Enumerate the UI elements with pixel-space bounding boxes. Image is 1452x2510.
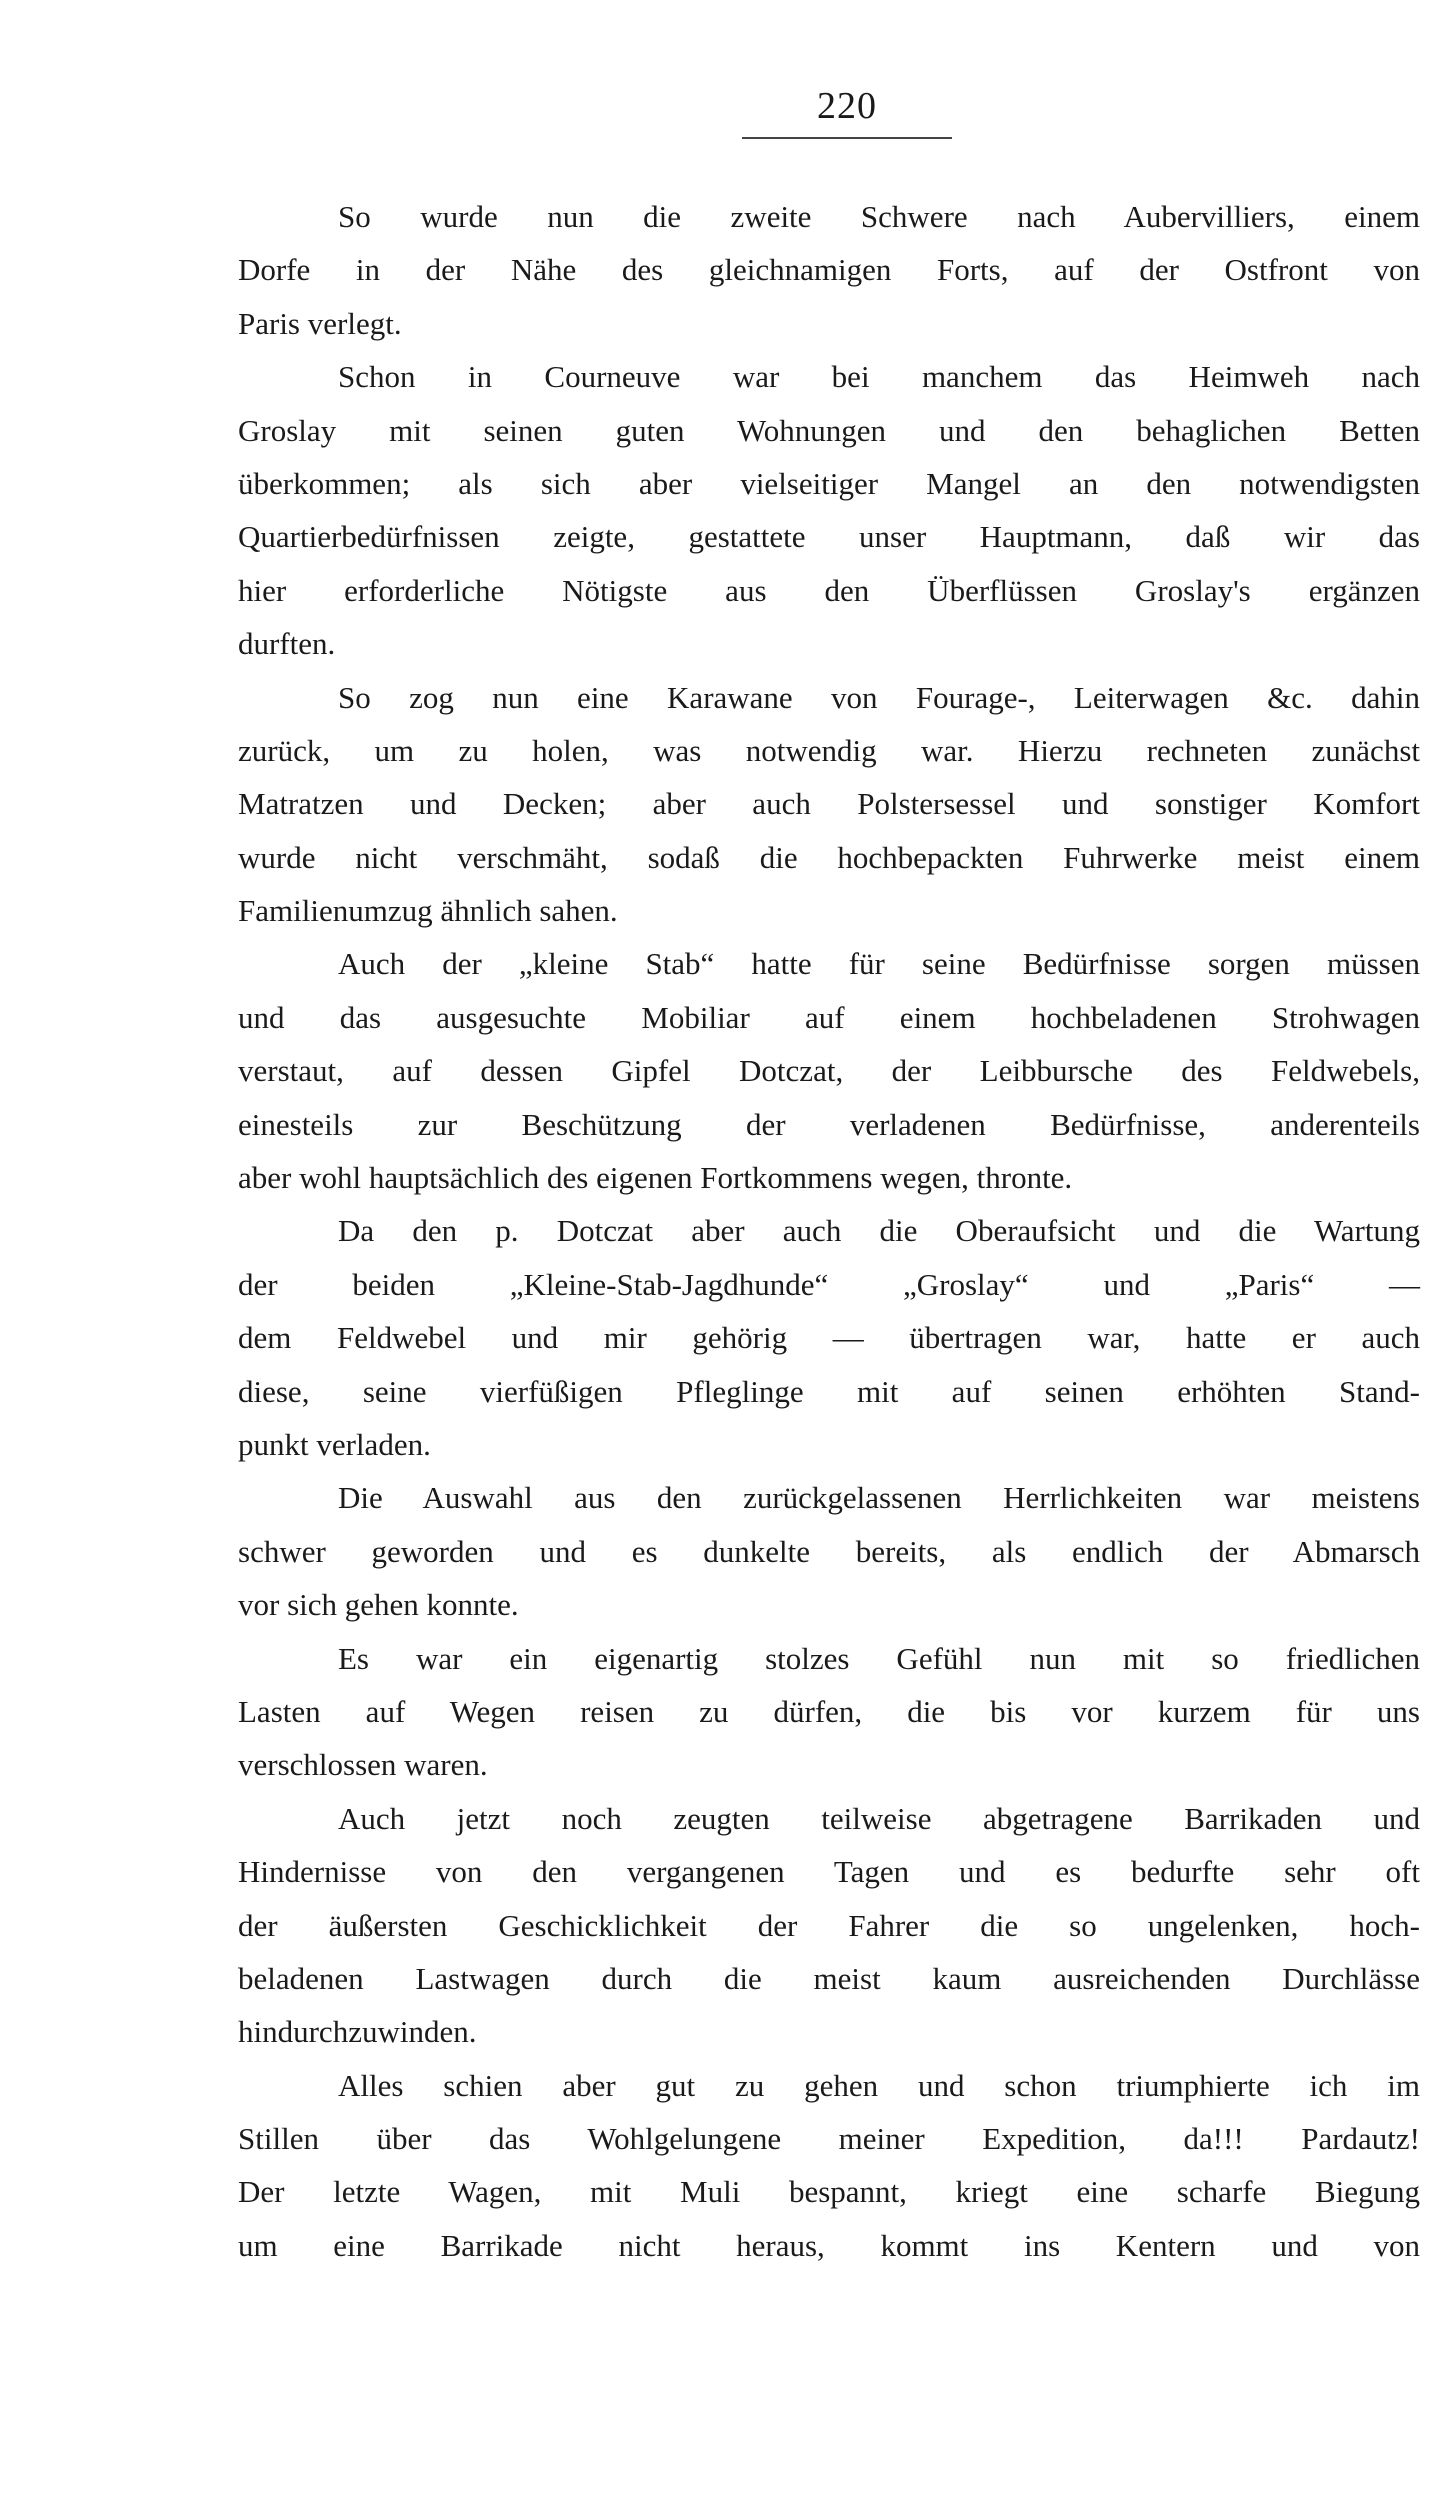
text-line: hindurchzuwinden. [238, 2014, 477, 2050]
text-line: und das ausgesuchte Mobiliar auf einem hochbeladenen Strohwagen [238, 999, 1420, 1035]
text-line: dem Feldwebel und mir gehörig — übertragen war, hatte er auch [238, 1320, 1420, 1356]
paragraph [238, 2059, 1420, 2273]
paragraph [238, 190, 1420, 350]
text-line: um eine Barrikade nicht heraus, kommt ins Kentern und von [238, 2227, 1420, 2263]
text-line: Schon in Courneuve war bei manchem das Heimweh nach [338, 359, 1420, 395]
text-line: Dorfe in der Nähe des gleichnamigen Forts, auf der Ostfront von [238, 252, 1420, 288]
text-line: Groslay mit seinen guten Wohnungen und den behaglichen Betten [238, 412, 1420, 448]
text-line: Paris verlegt. [238, 305, 402, 341]
text-line: vor sich gehen konnte. [238, 1587, 519, 1623]
text-line: beladenen Lastwagen durch die meist kaum ausreichenden Durchlässe [238, 1960, 1420, 1996]
text-line: Auch jetzt noch zeugten teilweise abgetragene Barrikaden und [338, 1800, 1420, 1836]
text-line: Der letzte Wagen, mit Muli bespannt, kriegt eine scharfe Biegung [238, 2174, 1420, 2210]
text-line: Auch der „kleine Stab“ hatte für seine Bedürfnisse sorgen müssen [338, 946, 1420, 982]
body-text [238, 190, 1420, 2272]
text-line: hier erforderliche Nötigste aus den Überflüssen Groslay's ergänzen [238, 572, 1420, 608]
paragraph [238, 1792, 1420, 2059]
text-line: schwer geworden und es dunkelte bereits, als endlich der Abmarsch [238, 1533, 1420, 1569]
text-line: Stillen über das Wohlgelungene meiner Expedition, da!!! Pardautz! [238, 2121, 1420, 2157]
text-line: Die Auswahl aus den zurückgelassenen Herrlichkeiten war meistens [338, 1480, 1420, 1516]
text-line: So zog nun eine Karawane von Fourage-, Leiterwagen &c. dahin [338, 679, 1420, 715]
text-line: Hindernisse von den vergangenen Tagen und es bedurfte sehr oft [238, 1854, 1420, 1890]
text-line: verstaut, auf dessen Gipfel Dotczat, der Leibbursche des Feldwebels, [238, 1053, 1420, 1089]
text-line: So wurde nun die zweite Schwere nach Aubervilliers, einem [338, 199, 1420, 234]
page-number: 220 [817, 85, 877, 127]
text-line: verschlossen waren. [238, 1747, 488, 1783]
text-line: wurde nicht verschmäht, sodaß die hochbepackten Fuhrwerke meist einem [238, 839, 1420, 875]
text-line: überkommen; als sich aber vielseitiger Mangel an den notwendigsten [238, 465, 1420, 501]
paragraph [238, 1632, 1420, 1792]
paragraph [238, 671, 1420, 938]
text-line: aber wohl hauptsächlich des eigenen Fortkommens wegen, thronte. [238, 1160, 1073, 1196]
paragraph [238, 1204, 1420, 1471]
text-line: Alles schien aber gut zu gehen und schon triumphierte ich im [338, 2067, 1420, 2103]
text-line: der beiden „Kleine-Stab-Jagdhunde“ „Groslay“ und „Paris“ — [238, 1266, 1420, 1302]
text-line: Es war ein eigenartig stolzes Gefühl nun mit so friedlichen [338, 1640, 1420, 1676]
text-line: durften. [238, 626, 336, 662]
text-line: Quartierbedürfnissen zeigte, gestattete unser Hauptmann, daß wir das [238, 519, 1420, 555]
text-line: punkt verladen. [238, 1426, 431, 1462]
paragraph [238, 937, 1420, 1204]
text-line: Lasten auf Wegen reisen zu dürfen, die bis vor kurzem für uns [238, 1693, 1420, 1729]
text-line: Da den p. Dotczat aber auch die Oberaufsicht und die Wartung [338, 1213, 1420, 1249]
text-line: diese, seine vierfüßigen Pfleglinge mit auf seinen erhöhten Stand- [238, 1373, 1420, 1409]
text-line: Matratzen und Decken; aber auch Polstersessel und sonstiger Komfort [238, 786, 1420, 822]
paragraph [238, 1471, 1420, 1631]
paragraph [238, 350, 1420, 670]
text-line: zurück, um zu holen, was notwendig war. Hierzu rechneten zunächst [238, 732, 1420, 768]
text-line: einesteils zur Beschützung der verladenen Bedürfnisse, anderenteils [238, 1106, 1420, 1142]
text-line: der äußersten Geschicklichkeit der Fahrer die so ungelenken, hoch- [238, 1907, 1420, 1943]
header-rule [742, 137, 952, 139]
text-line: Familienumzug ähnlich sahen. [238, 893, 618, 929]
